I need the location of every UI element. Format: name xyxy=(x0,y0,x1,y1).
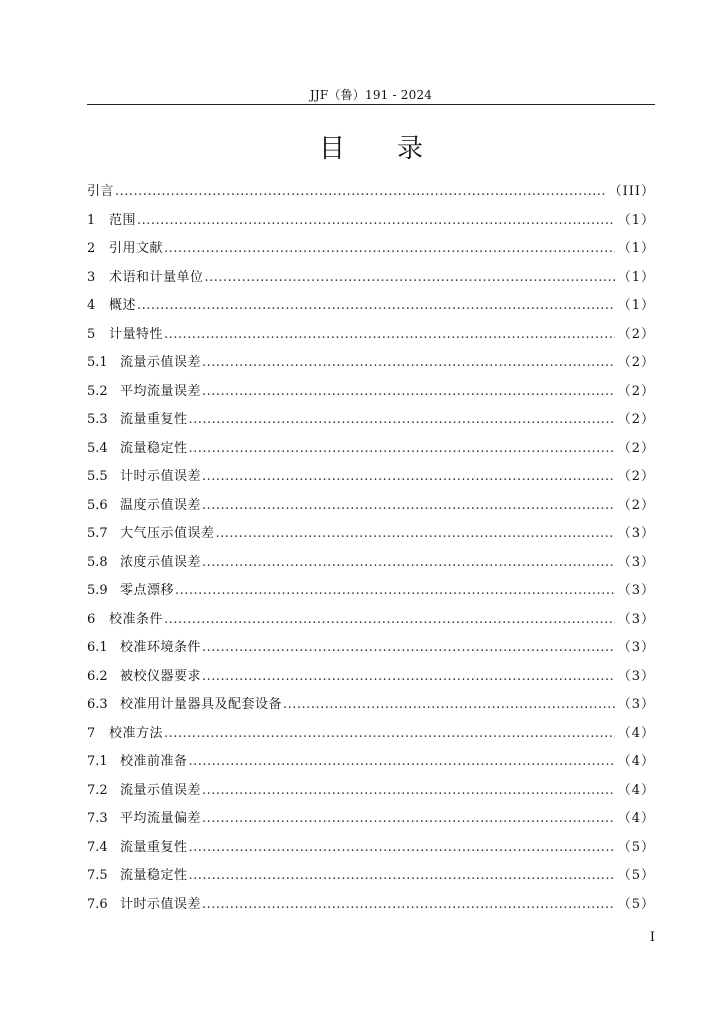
toc-entry-title: 引用文献 xyxy=(109,241,164,256)
toc-entry[interactable] xyxy=(87,321,655,350)
toc-entry-title: 被校仪器要求 xyxy=(120,668,202,684)
toc-entry-number: 5.1 xyxy=(87,355,108,370)
toc-leader-dots xyxy=(164,720,615,749)
toc-leader-dots xyxy=(164,321,615,350)
toc-entry-page: （3） xyxy=(617,640,655,655)
toc-leader-dots xyxy=(202,634,615,663)
toc-entry-title: 零点漂移 xyxy=(120,583,175,598)
toc-entry[interactable] xyxy=(87,663,655,692)
toc-entry-title: 流量重复性 xyxy=(120,412,188,427)
toc-entry-number: 7.5 xyxy=(87,868,108,883)
toc-leader-dots xyxy=(164,606,615,635)
toc-entry-page: （2） xyxy=(617,440,655,456)
toc-entry-title: 平均流量误差 xyxy=(120,383,202,399)
toc-entry-number: 7 xyxy=(87,725,96,741)
toc-leader-dots xyxy=(189,406,615,435)
toc-entry-number: 5.4 xyxy=(87,440,108,456)
toc-entry-page: （3） xyxy=(617,554,655,570)
toc-entry[interactable] xyxy=(87,492,655,521)
toc-entry-title: 流量稳定性 xyxy=(120,868,188,883)
toc-entry-title: 校准前准备 xyxy=(120,754,188,769)
toc-entry[interactable] xyxy=(87,577,655,606)
toc-entry-number: 7.4 xyxy=(87,839,108,855)
toc-leader-dots xyxy=(189,748,615,777)
toc-leader-dots xyxy=(189,834,615,863)
toc-entry-title: 计量特性 xyxy=(109,326,164,342)
toc-entry-number: 3 xyxy=(87,269,96,285)
toc-entry[interactable] xyxy=(87,378,655,407)
toc-entry-title: 概述 xyxy=(109,298,137,313)
toc-leader-dots xyxy=(137,292,615,321)
toc-entry-number: 7.2 xyxy=(87,782,108,798)
toc-entry-number: 7.1 xyxy=(87,754,108,769)
toc-entry-number: 1 xyxy=(87,212,96,228)
toc-entry-page: （3） xyxy=(617,668,655,684)
toc-entry[interactable] xyxy=(87,463,655,492)
toc-leader-dots xyxy=(202,805,615,834)
running-header: JJF（鲁）191 - 2024 xyxy=(309,88,433,102)
toc-entry[interactable] xyxy=(87,862,655,891)
toc-entry-page: （1） xyxy=(617,269,655,285)
toc-entry-number: 4 xyxy=(87,298,96,313)
toc-entry-title: 校准条件 xyxy=(109,611,164,627)
toc-leader-dots xyxy=(216,520,615,549)
toc-entry[interactable] xyxy=(87,634,655,663)
toc-entry-title: 平均流量偏差 xyxy=(120,811,202,826)
toc-entry-title: 计时示值误差 xyxy=(120,469,202,484)
toc-entry[interactable] xyxy=(87,891,655,920)
toc-entry-page: （2） xyxy=(617,497,655,513)
toc-entry[interactable] xyxy=(87,805,655,834)
toc-leader-dots xyxy=(202,463,615,492)
toc-entry-page: （5） xyxy=(617,839,655,855)
toc-entry[interactable] xyxy=(87,207,655,236)
toc-entry-title: 范围 xyxy=(109,212,137,228)
toc-entry-page: （2） xyxy=(617,326,655,342)
toc-entry-page: （4） xyxy=(617,754,655,769)
toc-entry-page: （4） xyxy=(617,725,655,741)
toc-leader-dots xyxy=(189,435,615,464)
toc-entry-number: 5.2 xyxy=(87,383,108,399)
toc-entry-page: （3） xyxy=(617,583,655,598)
header-rule xyxy=(87,104,655,105)
toc-entry-title: 温度示值误差 xyxy=(120,497,202,513)
toc-leader-dots xyxy=(202,349,615,378)
toc-leader-dots xyxy=(205,264,615,293)
toc-entry-number: 5.6 xyxy=(87,497,108,513)
toc-entry-title: 流量重复性 xyxy=(120,839,188,855)
toc-entry-number: 7.6 xyxy=(87,896,108,912)
toc-entry-number: 5.5 xyxy=(87,469,108,484)
toc-leader-dots xyxy=(164,235,615,264)
toc-leader-dots xyxy=(202,549,615,578)
toc-entry-title: 流量示值误差 xyxy=(120,782,202,798)
toc-entry[interactable] xyxy=(87,720,655,749)
toc-entry-title: 术语和计量单位 xyxy=(109,269,204,285)
toc-entry-title: 计时示值误差 xyxy=(120,896,202,912)
table-of-contents xyxy=(87,178,655,919)
toc-title: 目录 xyxy=(318,134,475,164)
toc-entry[interactable] xyxy=(87,748,655,777)
toc-entry[interactable] xyxy=(87,178,655,207)
toc-leader-dots xyxy=(283,691,615,720)
toc-entry-page: （3） xyxy=(617,526,655,541)
toc-leader-dots xyxy=(202,492,615,521)
toc-entry-title: 校准方法 xyxy=(109,725,164,741)
toc-entry-number: 5.8 xyxy=(87,554,108,570)
toc-leader-dots xyxy=(202,663,615,692)
toc-entry-page: （2） xyxy=(617,412,655,427)
toc-entry-number: 5 xyxy=(87,326,96,342)
toc-leader-dots xyxy=(202,378,615,407)
toc-leader-dots xyxy=(202,777,615,806)
toc-entry-number: 5.9 xyxy=(87,583,108,598)
toc-entry-page: （1） xyxy=(617,298,655,313)
toc-entry[interactable] xyxy=(87,292,655,321)
toc-entry-title: 大气压示值误差 xyxy=(120,526,215,541)
toc-entry[interactable] xyxy=(87,264,655,293)
toc-leader-dots xyxy=(115,178,606,207)
toc-entry[interactable] xyxy=(87,549,655,578)
toc-entry-page: （3） xyxy=(617,611,655,627)
toc-entry-page: （4） xyxy=(617,811,655,826)
toc-entry-page: （5） xyxy=(617,868,655,883)
toc-entry[interactable] xyxy=(87,777,655,806)
toc-entry-number: 2 xyxy=(87,241,96,256)
toc-entry-page: （1） xyxy=(617,241,655,256)
toc-entry-page: （2） xyxy=(617,383,655,399)
toc-entry-title: 流量稳定性 xyxy=(120,440,188,456)
toc-entry-number: 6.1 xyxy=(87,640,108,655)
toc-entry-page: （2） xyxy=(617,469,655,484)
toc-entry-number: 6.2 xyxy=(87,668,108,684)
toc-leader-dots xyxy=(202,891,615,920)
toc-entry[interactable] xyxy=(87,235,655,264)
toc-entry-title: 流量示值误差 xyxy=(120,355,202,370)
toc-leader-dots xyxy=(189,862,615,891)
toc-entry[interactable] xyxy=(87,520,655,549)
toc-entry-page: （2） xyxy=(617,355,655,370)
toc-entry-number: 6 xyxy=(87,611,96,627)
toc-entry-page: （1） xyxy=(617,212,655,228)
toc-entry-page: （III） xyxy=(608,184,655,199)
toc-entry-title: 浓度示值误差 xyxy=(120,554,202,570)
toc-entry-page: （5） xyxy=(617,896,655,912)
toc-entry[interactable] xyxy=(87,691,655,720)
toc-entry-title: 校准环境条件 xyxy=(120,640,202,655)
toc-entry-title: 校准用计量器具及配套设备 xyxy=(120,697,283,712)
toc-entry[interactable] xyxy=(87,834,655,863)
toc-entry-number: 7.3 xyxy=(87,811,108,826)
toc-entry[interactable] xyxy=(87,349,655,378)
toc-entry-number: 6.3 xyxy=(87,697,108,712)
toc-entry-page: （4） xyxy=(617,782,655,798)
toc-entry-page: （3） xyxy=(617,697,655,712)
toc-entry-number: 5.3 xyxy=(87,412,108,427)
page-number: I xyxy=(649,930,655,945)
toc-entry[interactable] xyxy=(87,435,655,464)
toc-entry[interactable] xyxy=(87,606,655,635)
toc-entry-number: 5.7 xyxy=(87,526,108,541)
toc-entry[interactable] xyxy=(87,406,655,435)
toc-leader-dots xyxy=(175,577,615,606)
toc-entry-title: 引言 xyxy=(87,184,115,199)
toc-leader-dots xyxy=(137,207,615,236)
